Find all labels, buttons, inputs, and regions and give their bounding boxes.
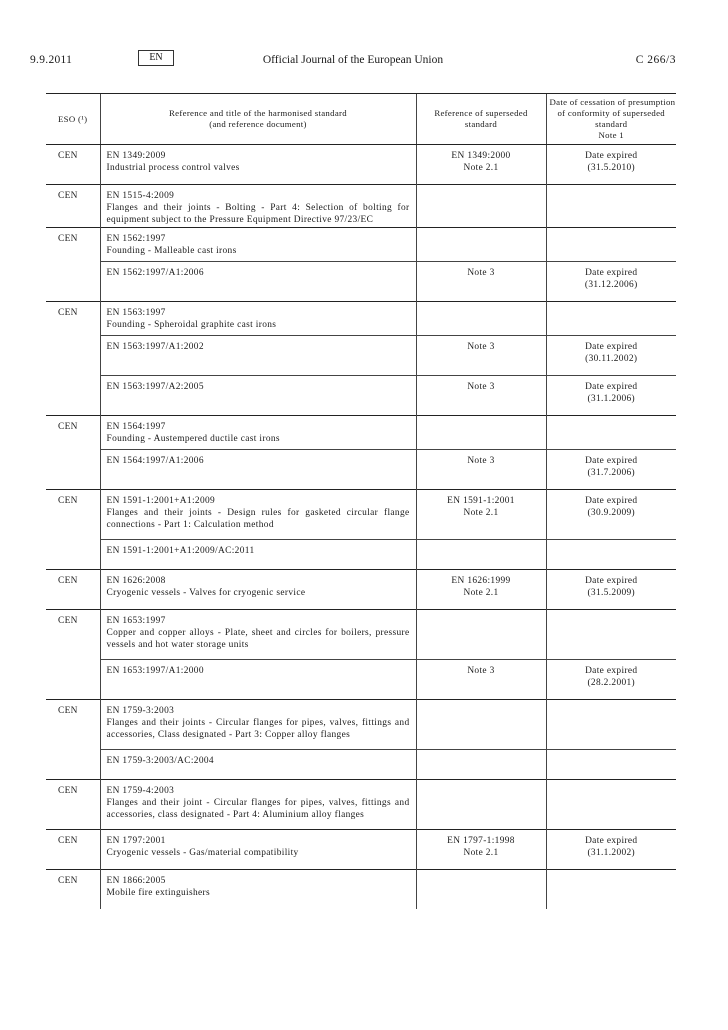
cell-superseded [416,829,546,869]
date-status: Date expired [585,341,638,352]
cell-superseded [416,609,546,659]
cell-reference [100,415,416,449]
cell-reference [100,539,416,569]
cell-eso [46,539,100,569]
date-status: Date expired [585,575,638,586]
standard-reference: EN 1653:1997/A1:2000 [106,665,204,676]
standard-title: Founding - Malleable cast irons [106,245,237,256]
date-value: (30.11.2002) [585,353,638,364]
cell-superseded [416,489,546,539]
cell-cessation-date [546,539,676,569]
date-value: (31.5.2010) [587,163,636,174]
cell-cessation-date [546,569,676,609]
cell-reference [100,261,416,301]
cell-eso: CEN [46,227,100,261]
cell-cessation-date [546,699,676,749]
cell-superseded [416,539,546,569]
superseded-reference: Note 3 [467,665,495,676]
standard-title: Mobile fire extinguishers [106,887,211,898]
cell-cessation-date [546,749,676,779]
cell-cessation-date [546,145,676,185]
superseded-reference: Note 3 [467,455,495,466]
standard-title: Founding - Austempered ductile cast irons [106,433,280,444]
cell-eso: CEN [46,699,100,749]
standard-reference: EN 1759-4:2003 [106,785,175,796]
cell-eso: CEN [46,185,100,228]
column-header-superseded: Reference of superseded standard [416,94,546,145]
cell-cessation-date [546,779,676,829]
standard-reference: EN 1562:1997 [106,233,166,244]
date-value: (31.7.2006) [587,467,636,478]
date-status: Date expired [585,455,638,466]
table-row [46,185,676,228]
table-row [46,569,676,609]
cell-superseded [416,449,546,489]
table-row [46,489,676,539]
standard-title: Founding - Spheroidal graphite cast irons [106,319,277,330]
date-value: (31.5.2009) [587,587,636,598]
table-header-row [46,94,676,145]
standard-title: connections - Part 1: Calculation method [106,520,274,531]
cell-cessation-date [546,415,676,449]
cell-eso: CEN [46,145,100,185]
standard-title: equipment subject to the Pressure Equipment Directive 97/23/EC [106,215,374,226]
standard-title: Flanges and their joints - Circular flanges for pipes, valves, fittings and [106,717,410,728]
cell-eso [46,261,100,301]
standard-reference: EN 1564:1997 [106,421,166,432]
standard-title: accessories, class designated - Part 4: Aluminium alloy flanges [106,810,365,821]
table-row [46,609,676,659]
cell-cessation-date [546,185,676,228]
standard-title: vessels and hot water storage units [106,640,249,651]
standard-reference: EN 1563:1997 [106,307,166,318]
cell-reference [100,829,416,869]
date-status: Date expired [585,495,638,506]
standard-title: Cryogenic vessels - Valves for cryogenic service [106,587,306,598]
cell-superseded [416,301,546,335]
cell-cessation-date [546,335,676,375]
table-row [46,415,676,449]
cell-reference [100,449,416,489]
cell-superseded [416,779,546,829]
table-row [46,375,676,415]
cell-eso [46,375,100,415]
cell-reference [100,145,416,185]
cell-superseded [416,145,546,185]
cell-eso [46,749,100,779]
table-body [46,145,676,910]
cell-eso: CEN [46,779,100,829]
date-status: Date expired [585,151,638,161]
superseded-note: Note 2.1 [463,507,499,518]
cell-eso: CEN [46,869,100,909]
superseded-reference: Note 3 [467,341,495,352]
column-header-reference: Reference and title of the harmonised standard (and reference document) [100,94,416,145]
cell-reference [100,335,416,375]
standard-reference: EN 1562:1997/A1:2006 [106,267,204,278]
cell-eso: CEN [46,609,100,659]
table-row [46,829,676,869]
cell-cessation-date [546,375,676,415]
superseded-reference: EN 1591-1:2001 [447,495,515,506]
cell-superseded [416,261,546,301]
superseded-note: Note 2.1 [463,163,499,174]
cell-superseded [416,375,546,415]
cell-reference [100,489,416,539]
standard-title: Flanges and their joints - Design rules for gasketed circular flange [106,507,410,518]
cell-cessation-date [546,301,676,335]
table-row [46,449,676,489]
cell-reference [100,779,416,829]
cell-superseded [416,569,546,609]
standard-reference: EN 1349:2009 [106,151,166,161]
table-row [46,779,676,829]
superseded-reference: Note 3 [467,381,495,392]
cell-superseded [416,227,546,261]
cell-superseded [416,659,546,699]
date-status: Date expired [585,835,638,846]
standard-title: Industrial process control valves [106,163,240,174]
cell-superseded [416,185,546,228]
date-status: Date expired [585,665,638,676]
page-reference: C 266/3 [635,54,676,66]
standard-reference: EN 1515-4:2009 [106,191,175,201]
cell-superseded [416,415,546,449]
date-value: (31.12.2006) [584,279,638,290]
cell-reference [100,185,416,228]
cell-eso [46,449,100,489]
standard-reference: EN 1563:1997/A1:2002 [106,341,204,352]
standard-reference: EN 1759-3:2003/AC:2004 [106,755,214,766]
cell-superseded [416,869,546,909]
cell-reference [100,699,416,749]
publication-date: 9.9.2011 [30,54,73,66]
superseded-reference: EN 1349:2000 [451,151,511,161]
standard-title: Flanges and their joint - Circular flanges for pipes, valves, fittings and [106,797,410,808]
cell-reference [100,375,416,415]
cell-eso [46,335,100,375]
page-header [30,50,676,74]
cell-eso [46,659,100,699]
superseded-reference: EN 1797-1:1998 [447,835,515,846]
superseded-reference: EN 1626:1999 [451,575,511,586]
cell-eso: CEN [46,569,100,609]
table-row [46,145,676,185]
cell-reference [100,609,416,659]
cell-cessation-date [546,489,676,539]
standard-reference: EN 1866:2005 [106,875,166,886]
cell-cessation-date [546,609,676,659]
cell-eso: CEN [46,829,100,869]
cell-reference [100,659,416,699]
standard-reference: EN 1653:1997 [106,615,166,626]
date-status: Date expired [585,381,638,392]
superseded-note: Note 2.1 [463,587,499,598]
table-row [46,539,676,569]
table-row [46,301,676,335]
cell-reference [100,569,416,609]
date-value: (28.2.2001) [587,677,636,688]
cell-cessation-date [546,449,676,489]
standards-table [46,93,676,909]
table-row [46,699,676,749]
standard-reference: EN 1564:1997/A1:2006 [106,455,204,466]
standard-title: Copper and copper alloys - Plate, sheet and circles for boilers, pressure [106,627,410,638]
superseded-reference: Note 3 [467,267,495,278]
standard-reference: EN 1797:2001 [106,835,166,846]
standard-title: Flanges and their joints - Bolting - Part 4: Selection of bolting for [106,203,410,214]
cell-reference [100,227,416,261]
standard-title: accessories, Class designated - Part 3: Copper alloy flanges [106,730,351,741]
standard-reference: EN 1591-1:2001+A1:2009 [106,495,216,506]
cell-eso: CEN [46,301,100,335]
cell-superseded [416,699,546,749]
cell-cessation-date [546,659,676,699]
table-row [46,749,676,779]
cell-reference [100,749,416,779]
journal-title: Official Journal of the European Union [262,54,444,66]
standard-reference: EN 1591-1:2001+A1:2009/AC:2011 [106,545,255,556]
cell-superseded [416,749,546,779]
cell-cessation-date [546,261,676,301]
cell-cessation-date [546,829,676,869]
date-value: (30.9.2009) [587,507,636,518]
table-row [46,227,676,261]
cell-reference [100,869,416,909]
date-value: (31.1.2002) [587,847,636,858]
language-badge: EN [138,50,174,66]
cell-reference [100,301,416,335]
table-row [46,261,676,301]
cell-superseded [416,335,546,375]
date-status: Date expired [585,267,638,278]
cell-cessation-date [546,869,676,909]
table-row [46,659,676,699]
column-header-eso: ESO (¹) [46,94,100,145]
column-header-cessation-date: Date of cessation of presumption of conformity of superseded standard Note 1 [546,94,676,145]
table-row [46,335,676,375]
superseded-note: Note 2.1 [463,847,499,858]
table-row [46,869,676,909]
standard-title: Cryogenic vessels - Gas/material compatibility [106,847,299,858]
cell-eso: CEN [46,489,100,539]
cell-cessation-date [546,227,676,261]
date-value: (31.1.2006) [587,393,636,404]
standard-reference: EN 1626:2008 [106,575,166,586]
standard-reference: EN 1759-3:2003 [106,705,175,716]
standard-reference: EN 1563:1997/A2:2005 [106,381,204,392]
cell-eso: CEN [46,415,100,449]
